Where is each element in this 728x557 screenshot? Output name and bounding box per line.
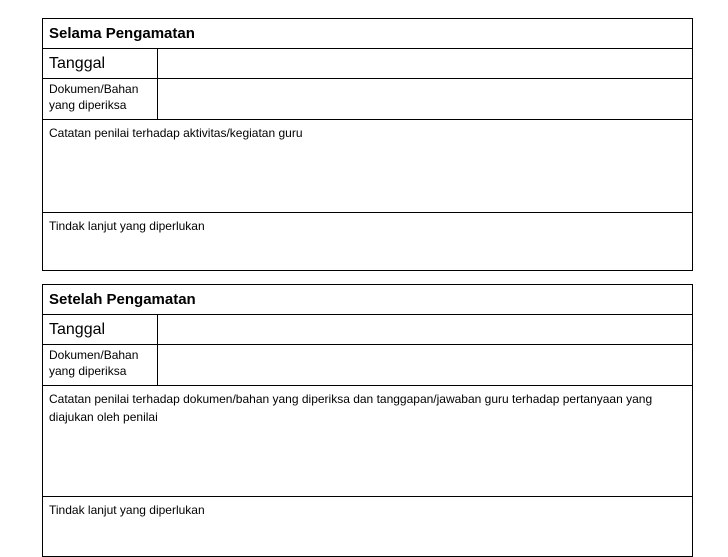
setelah-heading: Setelah Pengamatan — [43, 285, 693, 315]
setelah-catatan-label: Catatan penilai terhadap dokumen/bahan yang diperiksa dan tanggapan/jawaban guru terhadap pertanyaan yang diajukan oleh penilai — [49, 392, 653, 424]
selama-tanggal-field[interactable] — [158, 49, 693, 79]
setelah-tanggal-label: Tanggal — [43, 315, 158, 345]
selama-tindak-lanjut-field[interactable] — [43, 213, 693, 271]
selama-dokumen-field[interactable] — [158, 79, 693, 120]
setelah-dokumen-label — [43, 345, 158, 386]
setelah-pengamatan-table — [42, 284, 693, 557]
setelah-dokumen-label-line1: Dokumen/Bahan — [49, 348, 139, 362]
selama-tanggal-label: Tanggal — [43, 49, 158, 79]
selama-tindak-lanjut-label: Tindak lanjut yang diperlukan — [49, 219, 205, 233]
selama-catatan-field[interactable] — [43, 120, 693, 213]
selama-catatan-label: Catatan penilai terhadap aktivitas/kegiatan guru — [49, 126, 303, 140]
selama-heading: Selama Pengamatan — [43, 19, 693, 49]
setelah-dokumen-label-line2: yang diperiksa — [49, 364, 127, 378]
selama-pengamatan-table — [42, 18, 693, 271]
selama-dokumen-label — [43, 79, 158, 120]
setelah-dokumen-field[interactable] — [158, 345, 693, 386]
setelah-catatan-field[interactable] — [43, 386, 693, 497]
selama-dokumen-label-line2: yang diperiksa — [49, 98, 127, 112]
setelah-tanggal-field[interactable] — [158, 315, 693, 345]
setelah-tindak-lanjut-field[interactable] — [43, 497, 693, 557]
setelah-tindak-lanjut-label: Tindak lanjut yang diperlukan — [49, 503, 205, 517]
selama-dokumen-label-line1: Dokumen/Bahan — [49, 82, 139, 96]
